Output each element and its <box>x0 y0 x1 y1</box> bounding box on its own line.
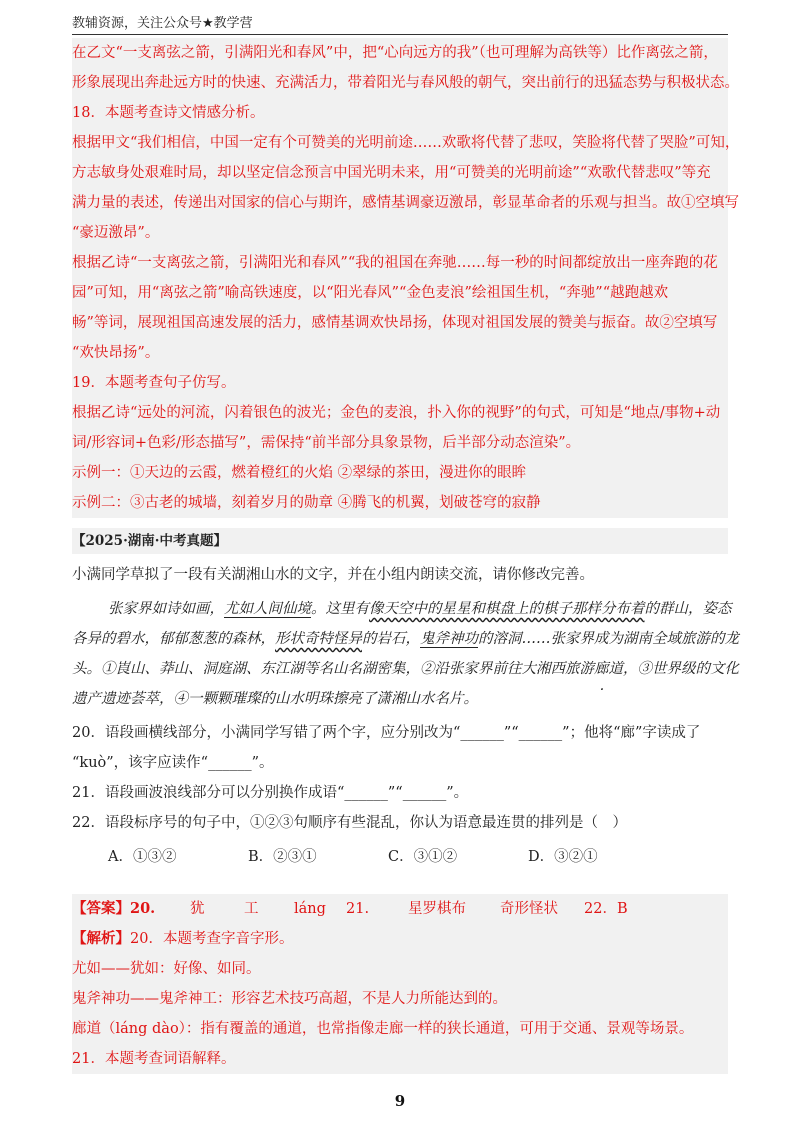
question-22: 22．语段标序号的句子中，①②③句顺序有些混乱，你认为语意最连贯的排列是（ ） <box>72 815 627 831</box>
option-c: C．③①② <box>388 849 458 865</box>
option-b: B．②③① <box>248 849 317 865</box>
text-line: 根据甲文“我们相信，中国一定有个可赞美的光明前途……欢歌将代替了悲叹，笑脸将代替了哭脸”可知， <box>72 135 740 151</box>
text-line: 词/形容词+色彩/形态描写”，需保持“前半部分具象景物，后半部分动态渲染”。 <box>72 435 581 451</box>
question-20: 20．语段画横线部分，小满同学写错了两个字，应分别改为“______”“______”；他将“廊”字读成了 <box>72 725 701 741</box>
question-block <box>72 528 739 872</box>
text-line: 根据乙诗“远处的河流，闪着银色的波光；金色的麦浪，扑入你的视野”的句式，可知是“地点/事物+动 <box>72 405 721 421</box>
text-line: 在乙文“一支离弦之箭，引满阳光和春风”中，把“心向远方的我”（也可理解为高铁等）比作离弦之箭， <box>72 45 718 61</box>
wavy-text: 形状奇特怪异 <box>275 631 362 647</box>
header-rule <box>72 34 728 35</box>
answer-item: 犹 <box>190 901 205 917</box>
answer-block <box>72 894 728 1074</box>
answer-line <box>72 894 728 924</box>
text-line: 满力量的表述，传递出对国家的信心与期许，感情基调豪迈激昂，彰显革命者的乐观与担当。故①空填写 <box>72 195 739 211</box>
answer-item: 21. <box>346 901 370 917</box>
analysis-continued <box>72 38 740 518</box>
text-line: 示例二：③古老的城墙，刻着岁月的勋章 ④腾飞的机翼，划破苍穹的寂静 <box>72 495 541 511</box>
passage-line: 张家界如诗如画，尤如人间仙境。这里有像天空中的星星和棋盘上的棋子那样分布着的群山，姿态 <box>108 601 732 617</box>
option-d: D．③②① <box>528 849 598 865</box>
answer-item: 工 <box>244 901 259 917</box>
text-line: 园”可知，用“离弦之箭”喻高铁速度，以“阳光春风”“金色麦浪”绘祖国生机，“奔驰”“越跑越欢 <box>72 285 669 301</box>
analysis-line: 廊道（láng dào）：指有覆盖的通道，也常指像走廊一样的狭长通道，可用于交通、景观等场景。 <box>72 1021 694 1037</box>
question-intro: 小满同学草拟了一段有关湖湘山水的文字，并在小组内朗读交流，请你修改完善。 <box>72 567 594 583</box>
options-row <box>72 842 728 872</box>
passage-line: 遗产遗迹荟萃，④一颗颗璀璨的山水明珠擦亮了潇湘山水名片。 <box>72 691 478 707</box>
underlined-text: 鬼斧神功 <box>420 631 478 647</box>
text-line: 方志敏身处艰难时局，却以坚定信念预言中国光明未来，用“可赞美的光明前途”“欢歌代替悲叹”等充 <box>72 165 711 181</box>
source-tag: 【2025·湖南·中考真题】 <box>72 528 728 554</box>
text-line: 示例一：①天边的云霞，燃着橙红的火焰 ②翠绿的茶田，漫进你的眼眸 <box>72 465 527 481</box>
text-line: 18．本题考查诗文情感分析。 <box>72 105 265 121</box>
text-line: 畅”等词，展现祖国高速发展的活力，感情基调欢快昂扬，体现对祖国发展的赞美与振奋。故②空填写 <box>72 315 718 331</box>
answer-item: 22．B <box>584 901 628 917</box>
question-21: 21．语段画波浪线部分可以分别换作成语“______”“______”。 <box>72 785 469 801</box>
analysis-line: 21．本题考查词语解释。 <box>72 1051 236 1067</box>
answer-label: 【答案】20. <box>72 900 156 917</box>
passage-line: 头。①崀山、莽山、洞庭湖、东江湖等名山名湖密集，②沿张家界前往大湘西旅游廊道，③世界级的文化 <box>72 661 739 677</box>
underlined-text: 尤如人间仙境 <box>224 601 311 617</box>
answer-item: 奇形怪状 <box>500 901 558 917</box>
dotted-char: 廊 <box>594 661 609 677</box>
option-a: A．①③② <box>108 849 177 865</box>
text-line: 根据乙诗“一支离弦之箭，引满阳光和春风”“我的祖国在奔驰……每一秒的时间都绽放出一座奔跑的花 <box>72 255 718 271</box>
answer-item: 星罗棋布 <box>408 901 466 917</box>
text-line: “欢快昂扬”。 <box>72 345 160 361</box>
page-number: 9 <box>394 1092 406 1110</box>
wavy-text: 像天空中的星星和棋盘上的棋子那样分布着 <box>369 601 645 617</box>
page-header: 教辅资源，关注公众号★教学营 <box>72 16 253 31</box>
analysis-label: 【解析】 <box>72 930 130 947</box>
text-line: 19．本题考查句子仿写。 <box>72 375 236 391</box>
passage-line: 各异的碧水，郁郁葱葱的森林，形状奇特怪异的岩石，鬼斧神功的溶洞……张家界成为湖南全域旅游的龙 <box>72 631 739 647</box>
analysis-line: 鬼斧神功——鬼斧神工：形容艺术技巧高超，不是人力所能达到的。 <box>72 991 507 1007</box>
analysis-line: 尤如——犹如：好像、如同。 <box>72 961 261 977</box>
text-line: “豪迈激昂”。 <box>72 225 160 241</box>
text-line: 形象展现出奔赴远方时的快速、充满活力，带着阳光与春风般的朝气，突出前行的迅猛态势与积极状态。 <box>72 75 739 91</box>
analysis-line: 【解析】20．本题考查字音字形。 <box>72 930 294 947</box>
question-20-cont: “kuò”，该字应读作“______”。 <box>72 755 274 771</box>
answer-item: láng <box>294 901 326 917</box>
